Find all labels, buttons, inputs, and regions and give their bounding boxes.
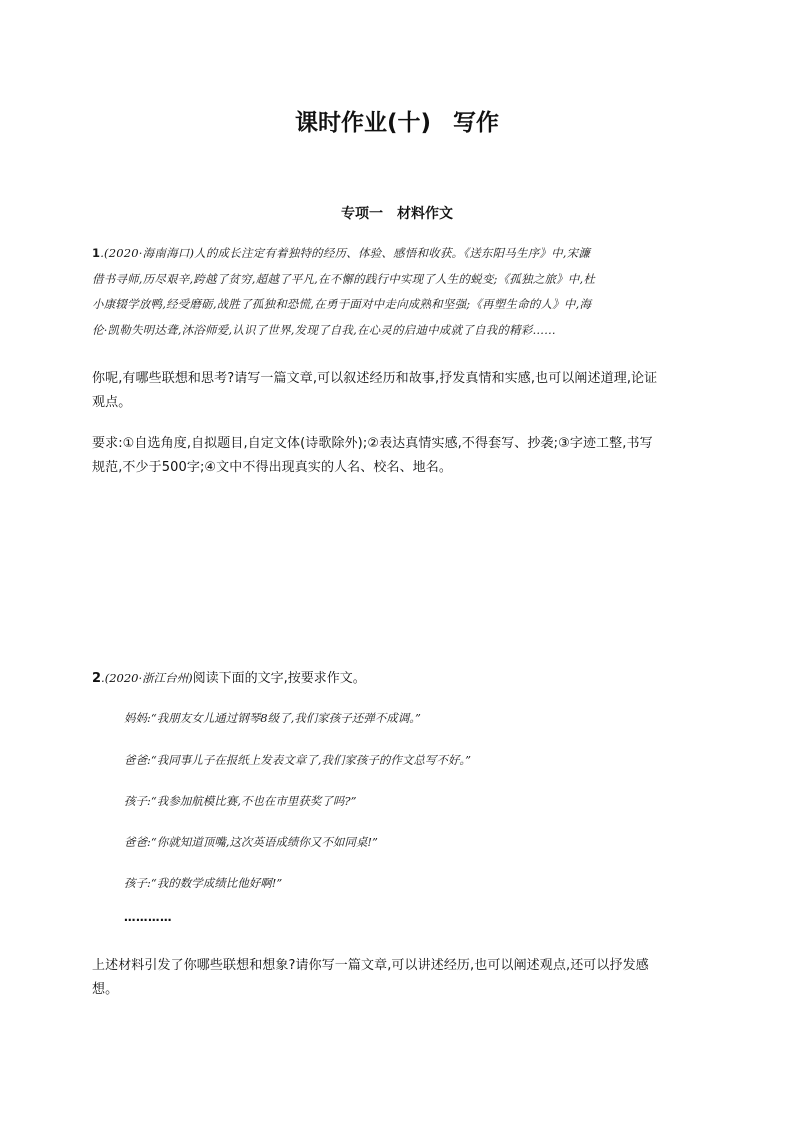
question-1-material-line: 伦·凯勒失明达聋,沐浴师爱,认识了世界,发现了自我,在心灵的启迪中成就了自我的精彩…… — [92, 322, 556, 337]
question-2-header — [92, 668, 366, 689]
section-title — [0, 203, 794, 223]
question-1-number: 1 — [92, 246, 101, 260]
question-1-requirement-line: 要求:①自选角度,自拟题目,自定文体(诗歌除外);②表达真情实感,不得套写、抄袭;③字迹工整,书写 — [92, 436, 653, 451]
page-title-main: 课时作业(十) — [294, 110, 432, 136]
dialogue-line: 爸爸:“你就知道顶嘴,这次英语成绩你又不如同桌!” — [124, 835, 378, 849]
question-2-prompt-line: 想。 — [92, 982, 119, 997]
page-title — [0, 104, 794, 137]
question-2-prompt — [92, 954, 712, 1002]
question-1-prompt — [92, 367, 712, 415]
question-1-material-line: 人的成长注定有着独特的经历、体验、感悟和收获。《送东阳马生序》中,宋濂 — [194, 246, 591, 260]
dialogue-line: 孩子:“我的数学成绩比他好啊!” — [124, 876, 283, 890]
question-1-source: .(2020·海南海口) — [100, 246, 195, 260]
section-label: 专项一 — [341, 206, 383, 222]
question-1-line-1 — [92, 241, 712, 267]
question-1-material-line: 借书寻师,历尽艰辛,跨越了贫穷,超越了平凡,在不懈的践行中实现了人生的蜕变;《孤独之旅》中,杜 — [92, 271, 596, 286]
question-1-requirement-line: 规范,不少于500字;④文中不得出现真实的人名、校名、地名。 — [92, 460, 452, 475]
section-name: 材料作文 — [397, 206, 453, 222]
dialogue-line: 爸爸:“我同事儿子在报纸上发表文章了,我们家孩子的作文总写不好。” — [124, 753, 472, 767]
question-2-instruction: 阅读下面的文字,按要求作文。 — [192, 671, 366, 686]
dialogue-line: 妈妈:“我朋友女儿通过钢琴8级了,我们家孩子还弹不成调。” — [124, 711, 421, 725]
question-1-material-line: 小康辍学放鸭,经受磨砺,战胜了孤独和恐慌,在勇于面对中走向成熟和坚强;《再塑生命的人》中,海 — [92, 297, 592, 311]
question-1-prompt-line: 你呢,有哪些联想和思考?请写一篇文章,可以叙述经历和故事,抒发真情和实感,也可以阐述道理,论证 — [92, 371, 658, 386]
question-2-number: 2 — [92, 671, 102, 686]
question-2-prompt-line: 上述材料引发了你哪些联想和想象?请你写一篇文章,可以讲述经历,也可以阐述观点,还可以抒发感 — [92, 958, 649, 973]
page-title-sub: 写作 — [453, 110, 500, 136]
dialogue-ellipsis: ………… — [124, 910, 172, 924]
question-2-source: .(2020·浙江台州) — [101, 671, 193, 685]
dialogue-line: 孩子:“我参加航模比赛,不也在市里获奖了吗?” — [124, 794, 357, 808]
question-1-material — [92, 241, 712, 343]
question-1-prompt-line: 观点。 — [92, 395, 132, 410]
question-1-requirements — [92, 432, 712, 480]
